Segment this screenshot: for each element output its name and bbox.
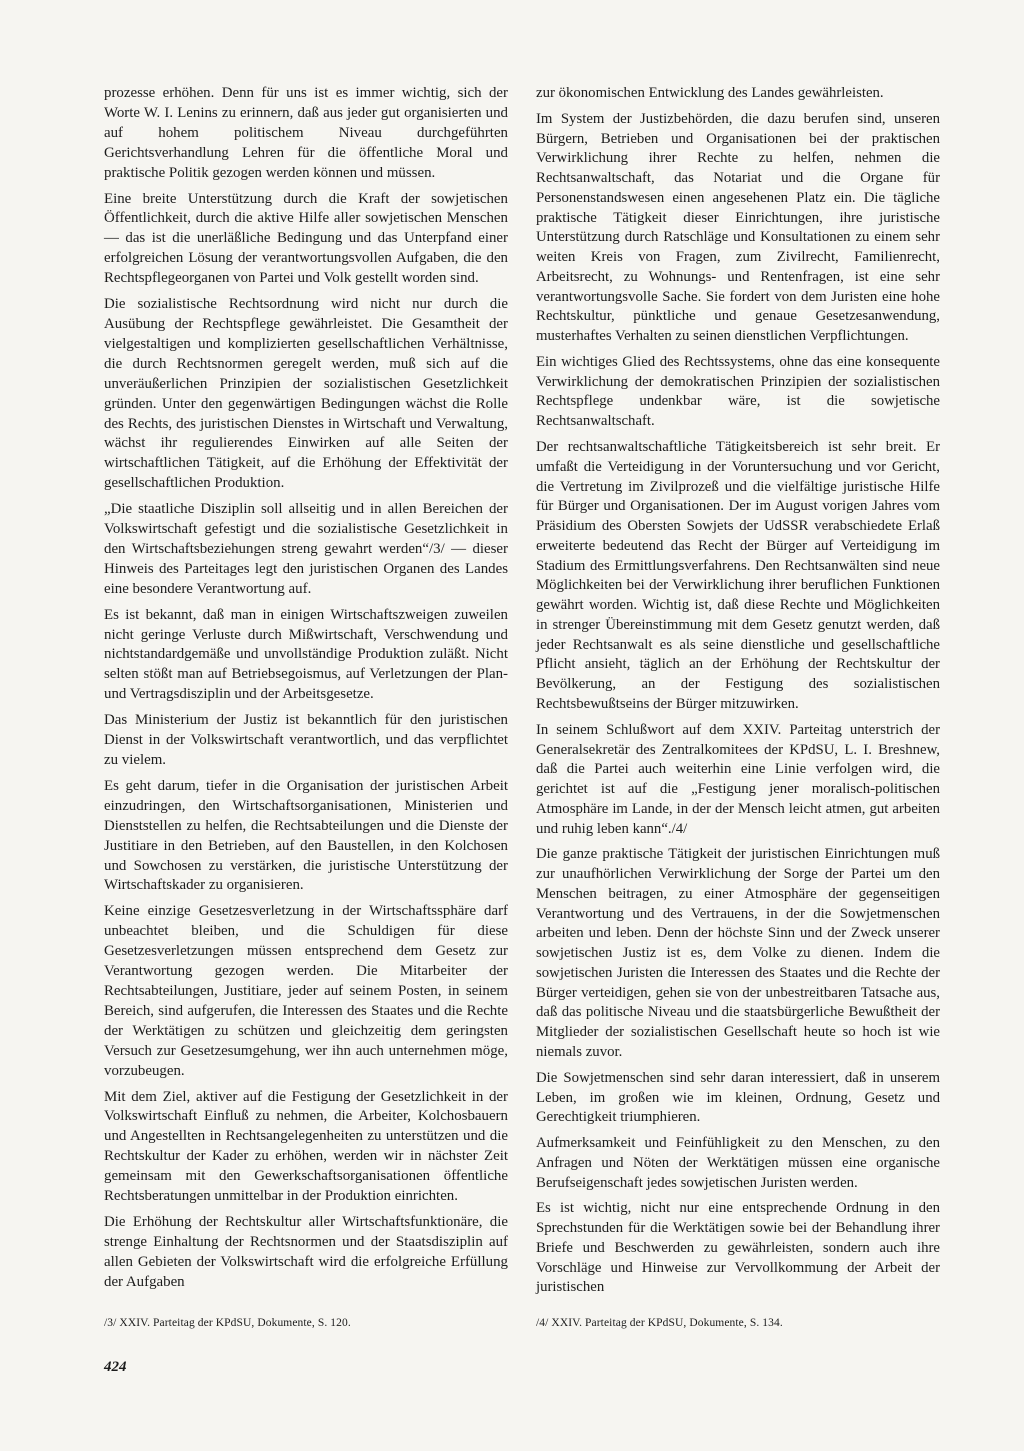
paragraph: Das Ministerium der Justiz ist bekanntlich für den juristischen Dienst in der Volkswirtschaft verantwortlich, und das verpflichtet zu vielem.: [104, 712, 508, 768]
paragraph: zur ökonomischen Entwicklung des Landes gewährleisten.: [536, 85, 884, 101]
paragraph: „Die staatliche Disziplin soll allseitig und in allen Bereichen der Volkswirtschaft gefestigt und die sozialistische Gesetzlichkeit in den Wirtschaftsbeziehungen streng gewahrt werden“/3/ — dieser Hinweis des Parteitages legt den juristischen Organen des Landes eine besondere Verantwortung auf.: [104, 501, 508, 597]
paragraph: Die sozialistische Rechtsordnung wird nicht nur durch die Ausübung der Rechtspflege gewährleistet. Die Gesamtheit der vielgestaltigen und komplizierten gesellschaftlichen Verhältnisse, die durch Rechtsnormen geregelt werden, muß sich auf die unveräußerlichen Prinzipien der sozialistischen Gesetzlichkeit gründen. Unter den gegenwärtigen Bedingungen wächst die Rolle des Rechts, des juristischen Dienstes in Wirtschaft und Verwaltung, wächst ihr regulierendes Einwirken auf alle Seiten der wirtschaftlichen Tätigkeit, auf die Erhöhung der Effektivität der gesellschaftlichen Produktion.: [104, 296, 508, 492]
page-number: 424: [104, 1359, 127, 1375]
paragraph: Es ist bekannt, daß man in einigen Wirtschaftszweigen zuweilen nicht geringe Verluste durch Mißwirtschaft, Verschwendung und nichtstandardgemäße und unvollständige Produktion zuläßt. Nicht selten stößt man auf Betriebsegoismus, auf Verletzungen der Plan- und Vertragsdisziplin und der Arbeitsgesetze.: [104, 606, 508, 703]
paragraph: Keine einzige Gesetzesverletzung in der Wirtschaftssphäre darf unbeachtet bleiben, und die Schuldigen für diese Gesetzesverletzungen müssen entsprechend dem Gesetz zur Verantwortung gezogen werden. Die Mitarbeiter der Rechtsabteilungen, Justitiare, jeder auf seinem Posten, in seinem Bereich, sind aufgerufen, die Interessen des Staates und die Rechte der Werktätigen zu schützen und gleichzeitig dem geringsten Versuch zur Gesetzesumgehung, wer ihn auch unternehmen möge, vorzubeugen.: [104, 903, 508, 1079]
right-column: [536, 84, 940, 1304]
paragraph: Eine breite Unterstützung durch die Kraft der sowjetischen Öffentlichkeit, durch die aktive Hilfe aller sowjetischen Menschen — das ist die unerläßliche Bedingung und das Unterpfand einer erfolgreichen Lösung der verantwortungsvollen Aufgaben, die den Rechtspflegeorganen von Partei und Volk gestellt worden sind.: [104, 190, 508, 287]
paragraph: Im System der Justizbehörden, die dazu berufen sind, unseren Bürgern, Betrieben und Organisationen bei der praktischen Verwirklichung ihrer Rechte zu helfen, nehmen die Rechtsanwaltschaft, das Notariat und die Organe für Personenstandswesen einen angesehenen Platz ein. Die tägliche praktische Tätigkeit dieser Einrichtungen, ihre juristische Unterstützung durch Ratschläge und Konsultationen zu einem sehr weiten Kreis von Fragen, zum Zivilrecht, Familienrecht, Arbeitsrecht, zu Wohnungs- und Rentenfragen, ist eine sehr verantwortungsvolle Sache. Sie fordert von dem Juristen eine hohe Rechtskultur, pünktliche und genaue Gesetzesanwendung, musterhaftes Verhalten zu seinen dienstlichen Verpflichtungen.: [536, 110, 940, 345]
paragraph: prozesse erhöhen. Denn für uns ist es immer wichtig, sich der Worte W. I. Lenins zu erinnern, daß aus jeder gut organisierten und auf hohem politischem Niveau durchgeführten Gerichtsverhandlung Lehren für die öffentliche Moral und praktische Politik gezogen werden können und müssen.: [104, 85, 508, 181]
paragraph: Aufmerksamkeit und Feinfühligkeit zu den Menschen, zu den Anfragen und Nöten der Werktätigen müssen eine organische Berufseigenschaft jedes sowjetischen Juristen werden.: [536, 1135, 940, 1191]
paragraph: Die Erhöhung der Rechtskultur aller Wirtschaftsfunktionäre, die strenge Einhaltung der Rechtsnormen und der Staatsdisziplin auf allen Gebieten der Volkswirtschaft wird die erfolgreiche Erfüllung der Aufgaben: [104, 1213, 508, 1290]
footnote-4: /4/ XXIV. Parteitag der KPdSU, Dokumente, S. 134.: [536, 1317, 783, 1329]
paragraph: Ein wichtiges Glied des Rechtssystems, ohne das eine konsequente Verwirklichung der demokratischen Prinzipien der sozialistischen Rechtspflege undenkbar wäre, ist die sowjetische Rechtsanwaltschaft.: [536, 353, 940, 430]
footnote-3: /3/ XXIV. Parteitag der KPdSU, Dokumente, S. 120.: [104, 1317, 351, 1329]
paragraph: Die Sowjetmenschen sind sehr daran interessiert, daß in unserem Leben, im großen wie im kleinen, Ordnung, Gesetz und Gerechtigkeit triumphieren.: [536, 1069, 940, 1126]
paragraph: Es geht darum, tiefer in die Organisation der juristischen Arbeit einzudringen, den Wirtschaftsorganisationen, Ministerien und Dienststellen zu helfen, die Rechtsabteilungen und die Dienste der Justitiare in den Betrieben, auf den Baustellen, in den Kolchosen und Sowchosen zu verstärken, die juristische Unterstützung der Wirtschaftskader zu organisieren.: [104, 777, 508, 894]
paragraph: Mit dem Ziel, aktiver auf die Festigung der Gesetzlichkeit in der Volkswirtschaft Einfluß zu nehmen, die Arbeiter, Kolchosbauern und Angestellten in Rechtsangelegenheiten zu unterstützen und die Rechtskultur der Kader zu erhöhen, werden wir in nächster Zeit gemeinsam mit den Gewerkschaftsorganisationen öffentliche Rechtsberatungen unmittelbar in der Produktion einrichten.: [104, 1088, 508, 1205]
paragraph: Die ganze praktische Tätigkeit der juristischen Einrichtungen muß zur unaufhörlichen Verwirklichung der Sorge der Partei um den Menschen beitragen, zu einer Atmosphäre der gegenseitigen Verantwortung und des Vertrauens, in der die Sowjetmenschen arbeiten und leben. Denn der höchste Sinn und der Zweck unserer sowjetischen Justiz ist es, dem Volke zu dienen. Indem die sowjetischen Juristen die Interessen des Staates und die Rechte der Bürger verteidigen, gehen sie von der unbestreitbaren Tatsache aus, daß das politische Niveau und die staatsbürgerliche Bewußtheit der Mitglieder der sozialistischen Gesellschaft heute so hoch ist wie niemals zuvor.: [536, 846, 940, 1060]
paragraph: Der rechtsanwaltschaftliche Tätigkeitsbereich ist sehr breit. Er umfaßt die Verteidigung in der Voruntersuchung und vor Gericht, die Vertretung im Zivilprozeß und die vielfältige juristische Hilfe für Bürger und Organisationen. Der im August vorigen Jahres vom Präsidium des Obersten Sowjets der UdSSR verabschiedete Erlaß erweiterte bedeutend das Recht der Bürger auf Verteidigung im Stadium des Ermittlungsverfahrens. Den Rechtsanwälten sind neue Möglichkeiten bei der Verwirklichung ihrer beruflichen Funktionen gewährt worden. Wichtig ist, daß diese Rechte und Möglichkeiten in strenger Übereinstimmung mit dem Gesetz genutzt werden, daß jeder Rechtsanwalt es als seine dienstliche und gesellschaftliche Pflicht ansieht, täglich an der Erhöhung der Rechtskultur der Bevölkerung, an der Festigung des sozialistischen Rechtsbewußtseins der Bürger mitzuwirken.: [536, 439, 940, 712]
left-column: [104, 84, 508, 1299]
paragraph: In seinem Schlußwort auf dem XXIV. Parteitag unterstrich der Generalsekretär des Zentralkomitees der KPdSU, L. I. Breshnew, daß die Partei auch weiterhin eine Linie verfolgen wird, die gerichtet ist auf die „Festigung jener moralisch-politischen Atmosphäre im Lande, in der der Mensch leicht atmen, gut arbeiten und ruhig leben kann“./4/: [536, 721, 940, 837]
paragraph: Es ist wichtig, nicht nur eine entsprechende Ordnung in den Sprechstunden für die Werktätigen sowie bei der Behandlung ihrer Briefe und Beschwerden zu gewährleisten, sondern auch ihre Vorschläge und Hinweise zur Vervollkommung der Arbeit der juristischen: [536, 1200, 940, 1296]
